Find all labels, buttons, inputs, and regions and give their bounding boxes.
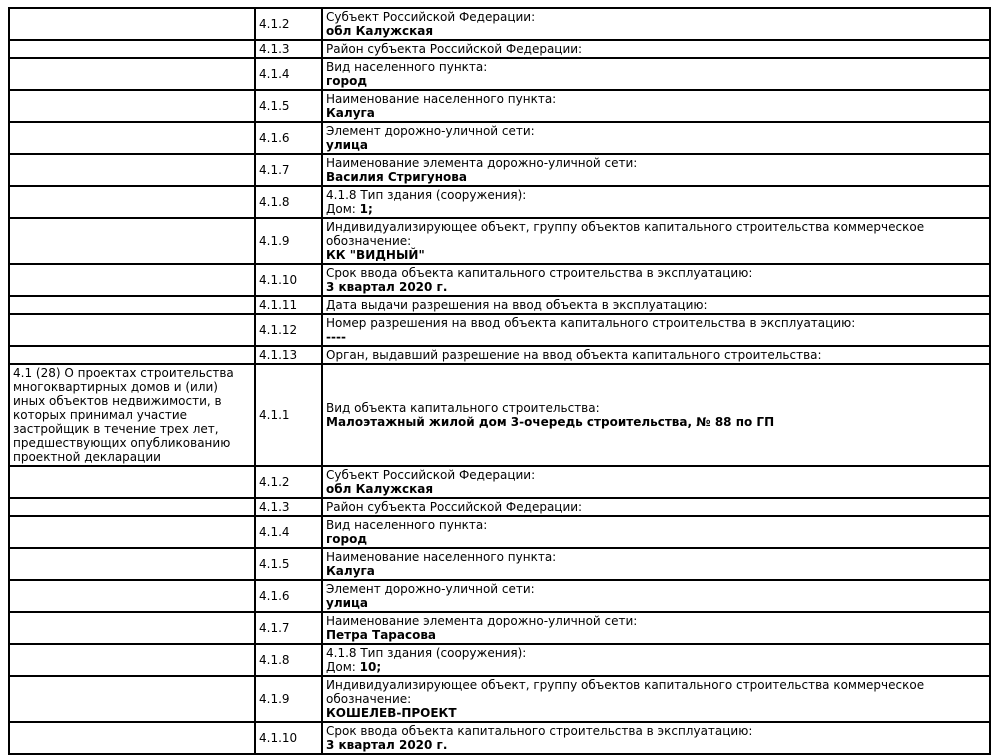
field-value-text: КК "ВИДНЫЙ" — [326, 248, 425, 262]
code-cell — [255, 722, 322, 754]
field-value — [326, 202, 986, 216]
section-cell — [9, 296, 255, 314]
field-label: Субъект Российской Федерации: — [326, 468, 536, 482]
field-value-text: 3 квартал 2020 г. — [326, 738, 448, 752]
field-label: Срок ввода объекта капитального строительства в эксплуатацию: — [326, 724, 753, 738]
table-row — [9, 154, 990, 186]
field-value — [326, 24, 986, 38]
section-cell — [9, 676, 255, 722]
code-cell — [255, 40, 322, 58]
field-value — [326, 138, 986, 152]
section-cell — [9, 364, 255, 466]
declaration-table-body — [9, 8, 990, 754]
field-cell — [322, 346, 990, 364]
field-cell — [322, 516, 990, 548]
field-label: Вид населенного пункта: — [326, 518, 488, 532]
table-row — [9, 296, 990, 314]
field-label: Наименование населенного пункта: — [326, 92, 557, 106]
table-row — [9, 122, 990, 154]
field-cell — [322, 264, 990, 296]
section-cell — [9, 122, 255, 154]
field-value-text: КОШЕЛЕВ-ПРОЕКТ — [326, 706, 457, 720]
code-cell — [255, 90, 322, 122]
code-cell — [255, 516, 322, 548]
field-value — [326, 564, 986, 578]
code-cell — [255, 612, 322, 644]
table-row — [9, 516, 990, 548]
field-cell — [322, 218, 990, 264]
field-cell — [322, 296, 990, 314]
field-value-text: город — [326, 532, 368, 546]
section-cell — [9, 314, 255, 346]
field-value — [326, 596, 986, 610]
field-label: Номер разрешения на ввод объекта капитального строительства в эксплуатацию: — [326, 316, 856, 330]
table-row — [9, 218, 990, 264]
field-value — [326, 482, 986, 496]
table-row — [9, 548, 990, 580]
code-cell — [255, 346, 322, 364]
table-row — [9, 676, 990, 722]
code-cell — [255, 186, 322, 218]
table-row — [9, 346, 990, 364]
row-code: 4.1.6 — [259, 589, 290, 603]
code-cell — [255, 498, 322, 516]
field-label: Элемент дорожно-уличной сети: — [326, 124, 535, 138]
code-cell — [255, 314, 322, 346]
row-code: 4.1.10 — [259, 731, 298, 745]
field-value-text: обл Калужская — [326, 24, 434, 38]
field-value-text: ---- — [326, 330, 346, 344]
field-label: Вид объекта капитального строительства: — [326, 401, 600, 415]
table-row — [9, 644, 990, 676]
field-value-text: улица — [326, 138, 369, 152]
field-cell — [322, 466, 990, 498]
field-value-text: город — [326, 74, 368, 88]
field-cell — [322, 154, 990, 186]
row-code: 4.1.13 — [259, 348, 298, 362]
section-label: 4.1 (28) О проектах строительства многоквартирных домов и (или) иных объектов недвижимости, в которых принимал участие застройщик в течение трех лет, предшествующих опубликованию проектной декларации — [13, 366, 234, 464]
field-value-text: Малоэтажный жилой дом 3-очередь строительства, № 88 по ГП — [326, 415, 775, 429]
table-row — [9, 612, 990, 644]
row-code: 4.1.5 — [259, 99, 290, 113]
row-code: 4.1.5 — [259, 557, 290, 571]
code-cell — [255, 58, 322, 90]
field-cell — [322, 498, 990, 516]
table-row — [9, 364, 990, 466]
field-label: Элемент дорожно-уличной сети: — [326, 582, 535, 596]
code-cell — [255, 264, 322, 296]
field-label: Индивидуализирующее объект, группу объектов капитального строительства коммерческое обозначение: — [326, 220, 925, 248]
section-cell — [9, 580, 255, 612]
field-value — [326, 706, 986, 720]
field-cell — [322, 644, 990, 676]
table-row — [9, 58, 990, 90]
field-label: Дата выдачи разрешения на ввод объекта в эксплуатацию: — [326, 298, 708, 312]
field-cell — [322, 364, 990, 466]
table-row — [9, 264, 990, 296]
field-cell — [322, 40, 990, 58]
row-code: 4.1.2 — [259, 17, 290, 31]
field-cell — [322, 722, 990, 754]
row-code: 4.1.9 — [259, 234, 290, 248]
field-value — [326, 330, 986, 344]
code-cell — [255, 644, 322, 676]
field-value-text: Петра Тарасова — [326, 628, 437, 642]
row-code: 4.1.1 — [259, 408, 290, 422]
row-code: 4.1.4 — [259, 525, 290, 539]
row-code: 4.1.12 — [259, 323, 298, 337]
field-value-text: улица — [326, 596, 369, 610]
table-row — [9, 580, 990, 612]
field-value-text: 3 квартал 2020 г. — [326, 280, 448, 294]
field-cell — [322, 612, 990, 644]
section-cell — [9, 612, 255, 644]
table-row — [9, 466, 990, 498]
code-cell — [255, 580, 322, 612]
row-code: 4.1.11 — [259, 298, 298, 312]
field-cell — [322, 90, 990, 122]
field-value-prefix: Дом: — [326, 660, 360, 674]
field-label: 4.1.8 Тип здания (сооружения): — [326, 646, 527, 660]
row-code: 4.1.3 — [259, 500, 290, 514]
table-row — [9, 314, 990, 346]
field-cell — [322, 186, 990, 218]
field-value-text: Калуга — [326, 564, 375, 578]
field-value-text: 1; — [359, 202, 373, 216]
section-cell — [9, 466, 255, 498]
section-cell — [9, 40, 255, 58]
section-cell — [9, 90, 255, 122]
code-cell — [255, 676, 322, 722]
code-cell — [255, 548, 322, 580]
row-code: 4.1.9 — [259, 692, 290, 706]
code-cell — [255, 122, 322, 154]
code-cell — [255, 364, 322, 466]
section-cell — [9, 8, 255, 40]
row-code: 4.1.7 — [259, 163, 290, 177]
row-code: 4.1.4 — [259, 67, 290, 81]
field-label: Орган, выдавший разрешение на ввод объекта капитального строительства: — [326, 348, 822, 362]
field-value — [326, 660, 986, 674]
table-row — [9, 722, 990, 754]
field-value-text: Калуга — [326, 106, 375, 120]
code-cell — [255, 8, 322, 40]
field-value — [326, 738, 986, 752]
field-cell — [322, 122, 990, 154]
row-code: 4.1.8 — [259, 195, 290, 209]
field-value — [326, 74, 986, 88]
table-row — [9, 8, 990, 40]
field-label: Наименование элемента дорожно-уличной сети: — [326, 614, 638, 628]
row-code: 4.1.10 — [259, 273, 298, 287]
field-cell — [322, 580, 990, 612]
field-label: Индивидуализирующее объект, группу объектов капитального строительства коммерческое обозначение: — [326, 678, 925, 706]
field-label: Район субъекта Российской Федерации: — [326, 500, 583, 514]
declaration-table — [8, 7, 991, 755]
field-value — [326, 628, 986, 642]
field-value — [326, 248, 986, 262]
field-value — [326, 532, 986, 546]
field-label: Вид населенного пункта: — [326, 60, 488, 74]
field-label: 4.1.8 Тип здания (сооружения): — [326, 188, 527, 202]
section-cell — [9, 58, 255, 90]
section-cell — [9, 154, 255, 186]
field-value-prefix: Дом: — [326, 202, 360, 216]
table-row — [9, 186, 990, 218]
field-value-text: обл Калужская — [326, 482, 434, 496]
table-row — [9, 90, 990, 122]
field-label: Наименование элемента дорожно-уличной сети: — [326, 156, 638, 170]
section-cell — [9, 218, 255, 264]
field-label: Субъект Российской Федерации: — [326, 10, 536, 24]
section-cell — [9, 186, 255, 218]
section-cell — [9, 516, 255, 548]
section-cell — [9, 548, 255, 580]
section-cell — [9, 264, 255, 296]
code-cell — [255, 218, 322, 264]
field-label: Район субъекта Российской Федерации: — [326, 42, 583, 56]
field-cell — [322, 676, 990, 722]
field-value — [326, 415, 986, 429]
field-value-text: Василия Стригунова — [326, 170, 467, 184]
code-cell — [255, 154, 322, 186]
row-code: 4.1.3 — [259, 42, 290, 56]
field-value-text: 10; — [359, 660, 382, 674]
code-cell — [255, 296, 322, 314]
code-cell — [255, 466, 322, 498]
field-label: Наименование населенного пункта: — [326, 550, 557, 564]
field-value — [326, 170, 986, 184]
row-code: 4.1.7 — [259, 621, 290, 635]
field-label: Срок ввода объекта капитального строительства в эксплуатацию: — [326, 266, 753, 280]
field-cell — [322, 314, 990, 346]
row-code: 4.1.8 — [259, 653, 290, 667]
field-cell — [322, 58, 990, 90]
table-row — [9, 40, 990, 58]
section-cell — [9, 346, 255, 364]
field-cell — [322, 8, 990, 40]
field-value — [326, 106, 986, 120]
field-cell — [322, 548, 990, 580]
row-code: 4.1.2 — [259, 475, 290, 489]
field-value — [326, 280, 986, 294]
row-code: 4.1.6 — [259, 131, 290, 145]
section-cell — [9, 498, 255, 516]
section-cell — [9, 722, 255, 754]
section-cell — [9, 644, 255, 676]
table-row — [9, 498, 990, 516]
